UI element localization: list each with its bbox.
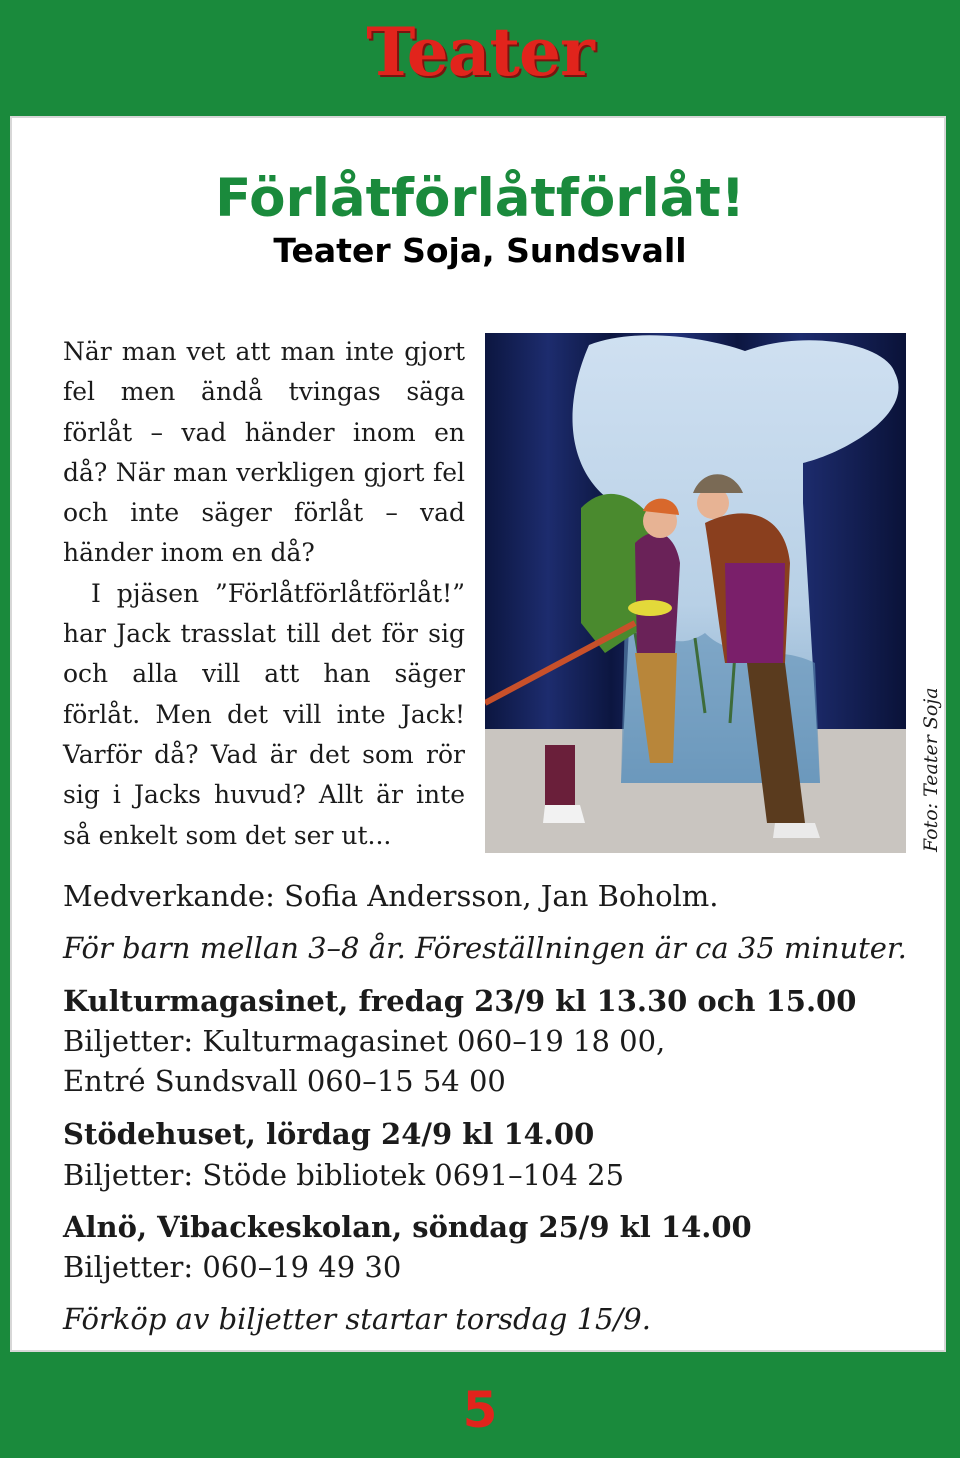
stage-photo: [485, 333, 906, 853]
page-number: 5: [462, 1381, 498, 1439]
ticket-line: Biljetter: Kulturmagasinet 060–19 18 00,: [63, 1024, 666, 1058]
ticket-line: Biljetter: Stöde bibliotek 0691–104 25: [63, 1158, 625, 1192]
article-title: Förlåtförlåtförlåt!: [215, 168, 745, 229]
section-title: Teater: [366, 13, 594, 91]
photo-credit: Foto: Teater Soja: [920, 687, 942, 852]
audience-line: För barn mellan 3–8 år. Föreställningen är ca 35 minuter.: [63, 931, 907, 965]
ticket-line: Biljetter: 060–19 49 30: [63, 1250, 402, 1284]
presale-note: Förköp av biljetter startar torsdag 15/9.: [63, 1302, 651, 1336]
intro-paragraph: När man vet att man inte gjort fel men ändå tvingas säga förlåt – vad händer inom en då? När man verkligen gjort fel och inte säger förlåt – vad händer inom en då?: [63, 337, 465, 568]
show-venue: Alnö, Vibackeskolan, söndag 25/9 kl 14.00: [63, 1210, 752, 1244]
ticket-line: Entré Sundsvall 060–15 54 00: [63, 1064, 506, 1098]
intro-text: [63, 332, 465, 856]
show-venue: Stödehuset, lördag 24/9 kl 14.00: [63, 1117, 595, 1151]
show-venue: Kulturmagasinet, fredag 23/9 kl 13.30 och 15.00: [63, 984, 857, 1018]
cast-line: Medverkande: Sofia Andersson, Jan Boholm.: [63, 879, 719, 913]
article-subtitle: Teater Soja, Sundsvall: [273, 231, 687, 270]
intro-paragraph: I pjäsen ”Förlåtförlåtförlåt!” har Jack trasslat till det för sig och alla vill att han säger förlåt. Men det vill inte Jack! Varför då? Vad är det som rör sig i Jacks huvud? Allt är inte så enkelt som det ser ut...: [63, 578, 465, 850]
